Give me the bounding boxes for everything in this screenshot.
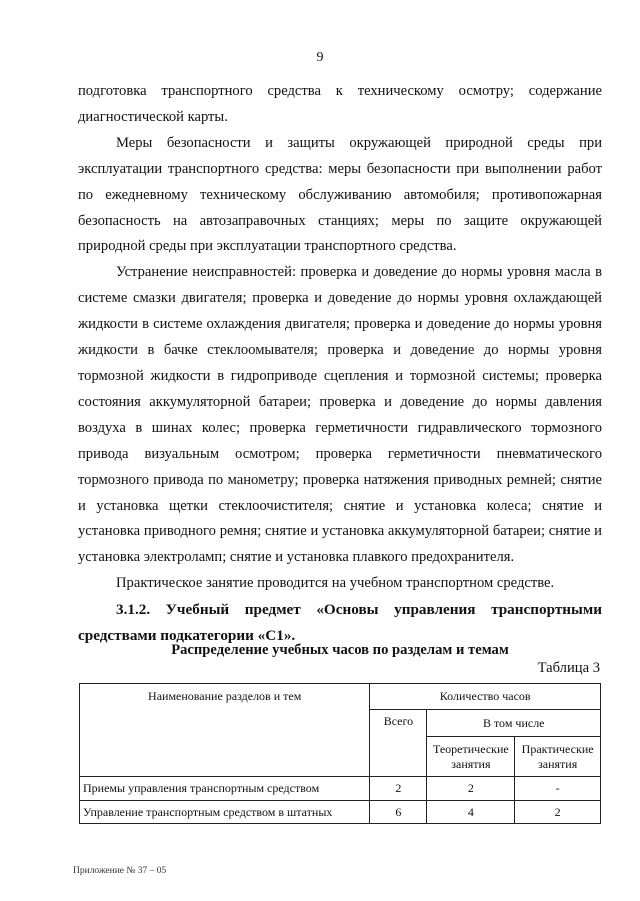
paragraph: Меры безопасности и защиты окружающей природной среды при эксплуатации транспортного средства: меры безопасности при выполнении работ по ежедневному техническому обслуживанию автомобиля; противопожарная безопасность на автозаправочных станциях; меры по защите окружающей природной среды при эксплуатации транспортного средства. xyxy=(78,134,602,255)
row-total: 6 xyxy=(370,801,427,824)
row-theory: 2 xyxy=(427,777,515,801)
body-text xyxy=(78,79,602,649)
row-name: Приемы управления транспортным средством xyxy=(80,777,370,801)
hours-table xyxy=(79,683,601,824)
table-row xyxy=(80,777,601,801)
table-title: Распределение учебных часов по разделам и темам xyxy=(171,642,509,658)
page-footer: Приложение № 37 – 05 xyxy=(73,866,167,876)
page-number: 9 xyxy=(316,50,324,65)
header-practice: Практические занятия xyxy=(515,737,601,777)
paragraph: Устранение неисправностей: проверка и доведение до нормы уровня масла в системе смазки двигателя; проверка и доведение до нормы уровня охлаждающей жидкости в системе охлаждения двигателя; проверка и доведение до нормы уровня жидкости в бачке стеклоомывателя; проверка и доведение до нормы уровня тормозной жидкости в гидроприводе сцепления и тормозной системы; проверка состояния аккумуляторной батареи; проверка и доведение до нормы давления воздуха в шинах колес; проверка герметичности гидравлического тормозного привода визуальным осмотром; проверка герметичности пневматического тормозного привода по манометру; проверка натяжения приводных ремней; снятие и установка щетки стеклоочистителя; снятие и установка колеса; снятие и установка приводного ремня; снятие и установка аккумуляторной батареи; снятие и установка электроламп; снятие и установка плавкого предохранителя. xyxy=(78,264,602,566)
header-including: В том числе xyxy=(427,710,601,737)
header-section-name: Наименование разделов и тем xyxy=(80,684,370,777)
section-heading: 3.1.2. Учебный предмет «Основы управления транспортными средствами подкатегории «C1». xyxy=(78,601,602,645)
header-total: Всего xyxy=(370,710,427,777)
header-theory: Теоретические занятия xyxy=(427,737,515,777)
paragraph: Практическое занятие проводится на учебном транспортном средстве. xyxy=(116,575,555,592)
row-name: Управление транспортным средством в штатных xyxy=(80,801,370,824)
paragraph: подготовка транспортного средства к техническому осмотру; содержание диагностической карты. xyxy=(78,83,602,125)
row-total: 2 xyxy=(370,777,427,801)
table-row xyxy=(80,801,601,824)
header-hours: Количество часов xyxy=(370,684,601,710)
table-label: Таблица 3 xyxy=(537,660,600,676)
row-practice: - xyxy=(515,777,601,801)
row-practice: 2 xyxy=(515,801,601,824)
row-theory: 4 xyxy=(427,801,515,824)
